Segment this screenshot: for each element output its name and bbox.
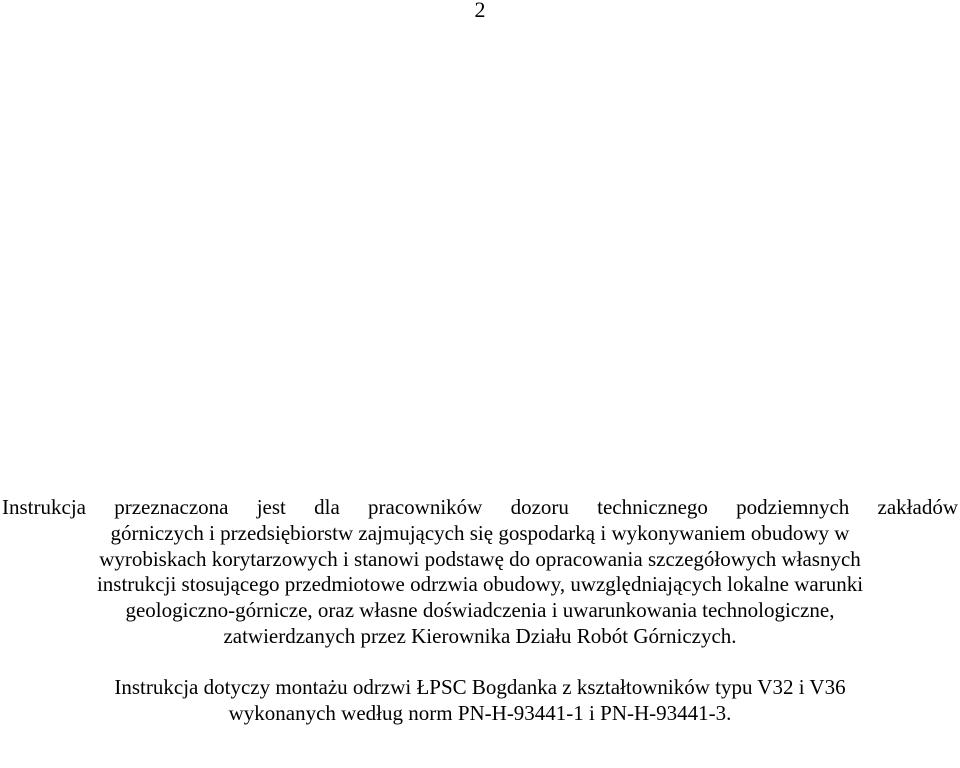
paragraph-1-line: wyrobiskach korytarzowych i stanowi podstawę do opracowania szczegółowych własnych (99, 546, 861, 571)
document-body (0, 495, 960, 726)
paragraph-1-line: zatwierdzanych przez Kierownika Działu Robót Górniczych. (223, 623, 737, 648)
paragraph-1-line: geologiczno-górnicze, oraz własne doświadczenia i uwarunkowania technologiczne, (125, 598, 835, 623)
paragraph-2-line: wykonanych według norm PN-H-93441-1 i PN-H-93441-3. (228, 700, 732, 725)
paragraph-spacer (0, 650, 960, 675)
paragraph-1-line: Instrukcja przeznaczona jest dla pracowników dozoru technicznego podziemnych zakładów (2, 495, 958, 519)
paragraph-1-line: instrukcji stosującego przedmiotowe odrzwia obudowy, uwzględniających lokalne warunki (96, 572, 864, 597)
paragraph-1-line: górniczych i przedsiębiorstw zajmujących się gospodarką i wykonywaniem obudowy w (110, 520, 850, 545)
page-number: 2 (474, 0, 486, 22)
paragraph-2-line: Instrukcja dotyczy montażu odrzwi ŁPSC Bogdanka z kształtowników typu V32 i V36 (114, 674, 846, 699)
